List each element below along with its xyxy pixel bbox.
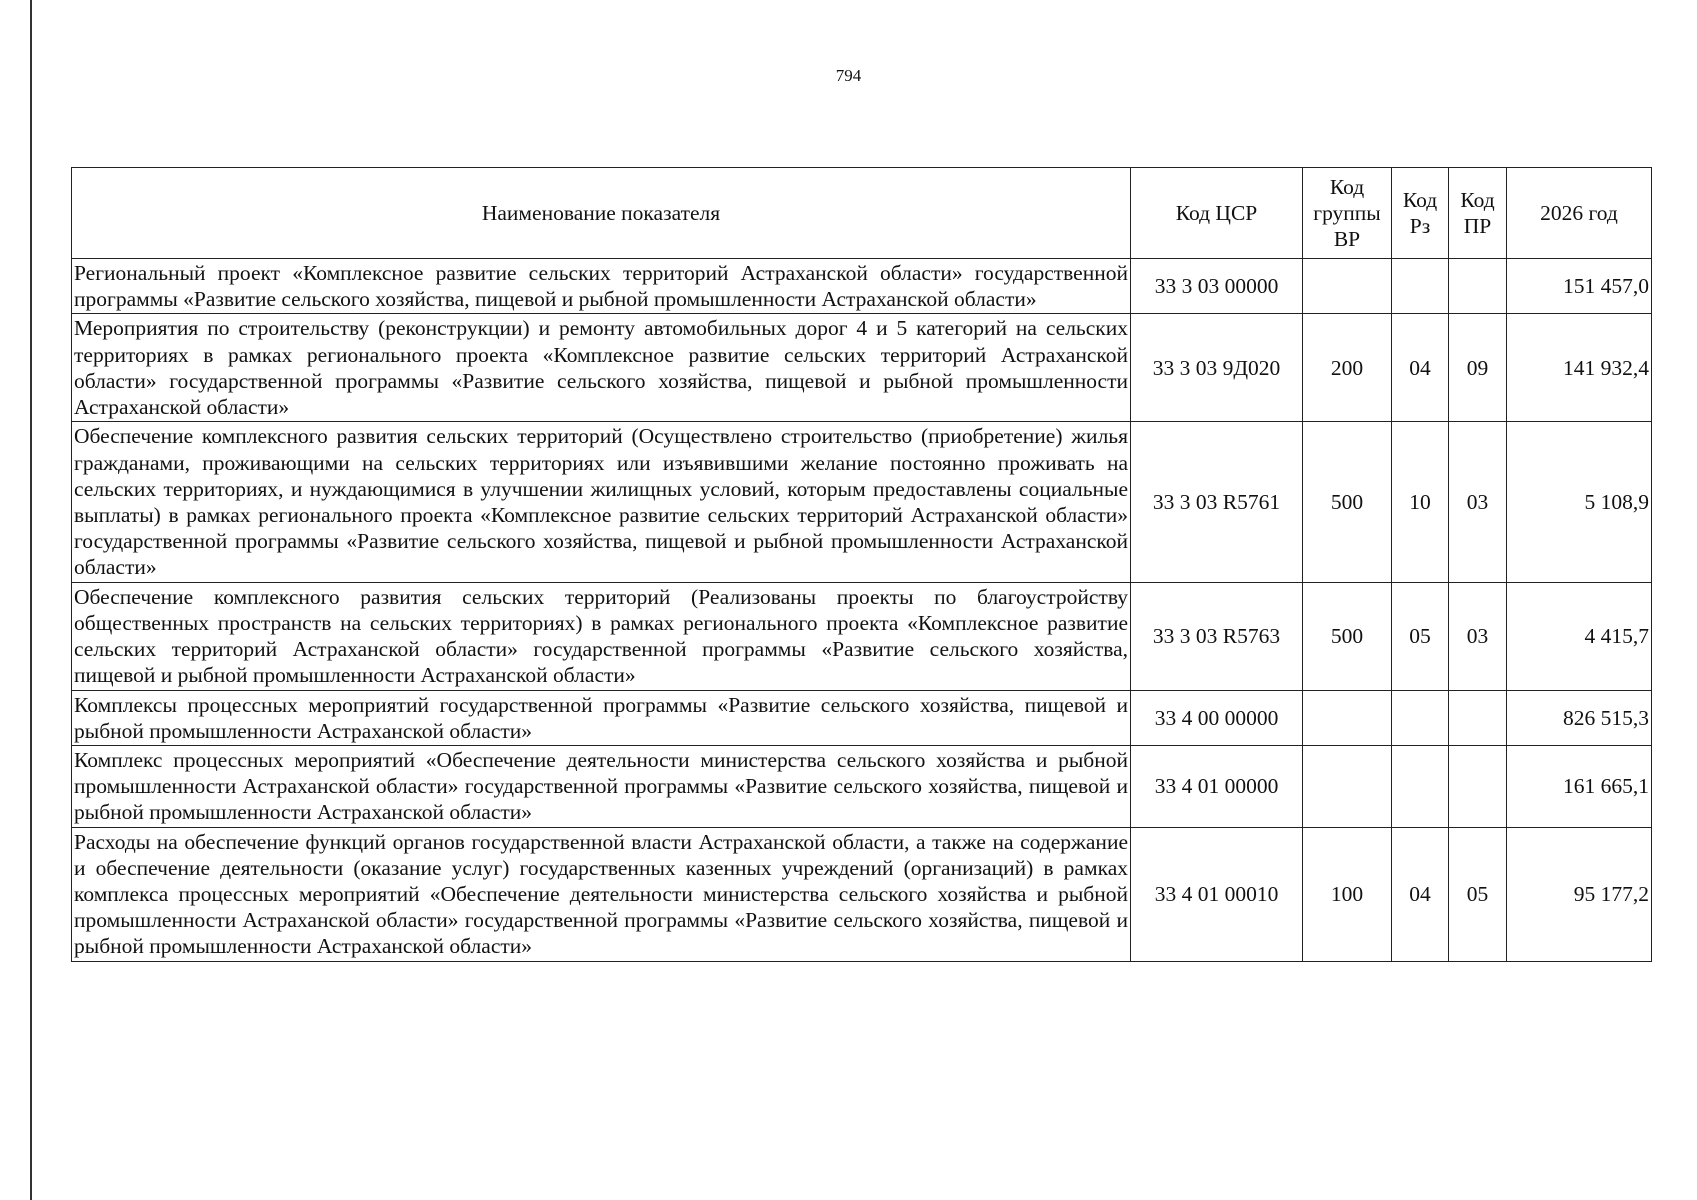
row-csr-code: 33 4 00 00000 [1131, 690, 1303, 745]
row-name: Расходы на обеспечение функций органов государственной власти Астраханской области, а также на содержание и обеспечение деятельности (оказание услуг) государственных казенных учреждений (организаций) в рамках комплекса процессных мероприятий «Обеспечение деятельности министерства сельского хозяйства и рыбной промышленности Астраханской области» государственной программы «Развитие сельского хозяйства, пищевой и рыбной промышленности Астраханской области» [72, 827, 1131, 961]
row-amount: 826 515,3 [1507, 690, 1652, 745]
table-header-row [72, 168, 1652, 259]
row-pr-code: 05 [1449, 827, 1507, 961]
row-rz-code: 04 [1392, 314, 1449, 422]
binding-edge-line [30, 0, 32, 1200]
table-row [72, 582, 1652, 690]
page-number: 794 [835, 66, 862, 85]
row-rz-code: 04 [1392, 827, 1449, 961]
table-row [72, 827, 1652, 961]
header-pr-code: Код ПР [1449, 168, 1507, 259]
row-amount: 141 932,4 [1507, 314, 1652, 422]
row-name: Региональный проект «Комплексное развитие сельских территорий Астраханской области» государственной программы «Развитие сельского хозяйства, пищевой и рыбной промышленности Астраханской области» [72, 259, 1131, 314]
row-rz-code: 10 [1392, 422, 1449, 582]
row-name: Комплексы процессных мероприятий государственной программы «Развитие сельского хозяйства, пищевой и рыбной промышленности Астраханской области» [72, 690, 1131, 745]
row-amount: 151 457,0 [1507, 259, 1652, 314]
table-row [72, 314, 1652, 422]
row-pr-code [1449, 690, 1507, 745]
row-vr-code: 500 [1303, 582, 1392, 690]
row-amount: 5 108,9 [1507, 422, 1652, 582]
header-rz-code: Код Рз [1392, 168, 1449, 259]
row-pr-code: 03 [1449, 582, 1507, 690]
row-name: Комплекс процессных мероприятий «Обеспечение деятельности министерства сельского хозяйства и рыбной промышленности Астраханской области» государственной программы «Развитие сельского хозяйства, пищевой и рыбной промышленности Астраханской области» [72, 745, 1131, 827]
row-rz-code [1392, 745, 1449, 827]
row-vr-code [1303, 745, 1392, 827]
row-pr-code: 09 [1449, 314, 1507, 422]
table-row [72, 259, 1652, 314]
row-csr-code: 33 3 03 9Д020 [1131, 314, 1303, 422]
row-amount: 4 415,7 [1507, 582, 1652, 690]
row-vr-code: 200 [1303, 314, 1392, 422]
row-name: Мероприятия по строительству (реконструкции) и ремонту автомобильных дорог 4 и 5 категорий на сельских территориях в рамках регионального проекта «Комплексное развитие сельских территорий Астраханской области» государственной программы «Развитие сельского хозяйства, пищевой и рыбной промышленности Астраханской области» [72, 314, 1131, 422]
row-pr-code [1449, 745, 1507, 827]
budget-table [71, 167, 1652, 962]
row-csr-code: 33 3 03 R5761 [1131, 422, 1303, 582]
row-pr-code: 03 [1449, 422, 1507, 582]
row-csr-code: 33 4 01 00010 [1131, 827, 1303, 961]
row-name: Обеспечение комплексного развития сельских территорий (Реализованы проекты по благоустройству общественных пространств на сельских территориях) в рамках регионального проекта «Комплексное развитие сельских территорий Астраханской области» государственной программы «Развитие сельского хозяйства, пищевой и рыбной промышленности Астраханской области» [72, 582, 1131, 690]
row-csr-code: 33 4 01 00000 [1131, 745, 1303, 827]
table-row [72, 745, 1652, 827]
row-vr-code [1303, 259, 1392, 314]
row-vr-code [1303, 690, 1392, 745]
header-vr-code: Код группы ВР [1303, 168, 1392, 259]
header-year: 2026 год [1507, 168, 1652, 259]
header-csr-code: Код ЦСР [1131, 168, 1303, 259]
table-row [72, 422, 1652, 582]
header-name: Наименование показателя [72, 168, 1131, 259]
row-vr-code: 500 [1303, 422, 1392, 582]
row-name: Обеспечение комплексного развития сельских территорий (Осуществлено строительство (приобретение) жилья гражданами, проживающими на сельских территориях или изъявившими желание постоянно проживать на сельских территориях, и нуждающимися в улучшении жилищных условий, которым предоставлены социальные выплаты) в рамках регионального проекта «Комплексное развитие сельских территорий Астраханской области» государственной программы «Развитие сельского хозяйства, пищевой и рыбной промышленности Астраханской области» [72, 422, 1131, 582]
table-row [72, 690, 1652, 745]
row-amount: 161 665,1 [1507, 745, 1652, 827]
row-rz-code [1392, 690, 1449, 745]
row-csr-code: 33 3 03 R5763 [1131, 582, 1303, 690]
row-rz-code [1392, 259, 1449, 314]
row-vr-code: 100 [1303, 827, 1392, 961]
row-pr-code [1449, 259, 1507, 314]
row-rz-code: 05 [1392, 582, 1449, 690]
row-amount: 95 177,2 [1507, 827, 1652, 961]
row-csr-code: 33 3 03 00000 [1131, 259, 1303, 314]
